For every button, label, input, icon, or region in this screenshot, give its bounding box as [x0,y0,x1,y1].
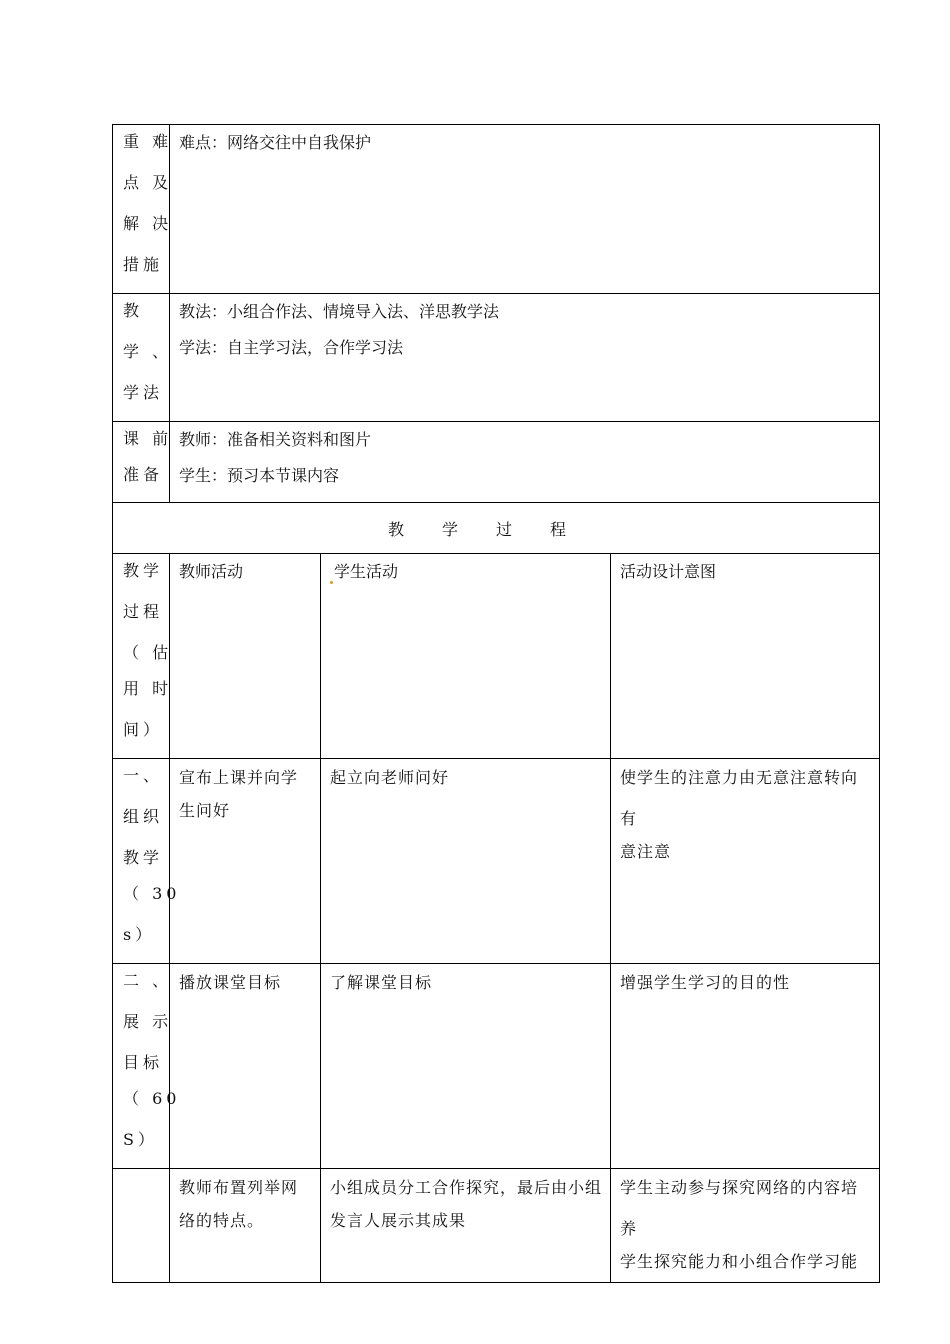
content-line: 教法：小组合作法、情境导入法、洋思教学法 [179,302,500,321]
row-label-line: 解 决 [123,214,173,233]
prep-label-cell [113,422,173,503]
row-label-line: 点 及 [123,173,173,192]
marker-dot [330,581,333,584]
cell-line: 学生探究能力和小组合作学习能 [620,1252,859,1271]
row-label-line: 展 示 [123,1012,173,1031]
process-title-row [113,503,880,554]
row-label-line: s） [123,925,156,944]
difficulty-content-cell [170,125,880,294]
student-activity-header [321,554,611,759]
cell-line: 播放课堂目标 [179,973,282,992]
row-label-line: （ 估 [123,643,173,662]
content-line: 教师：准备相关资料和图片 [179,430,372,449]
row-label-line: （ 30 [123,884,181,903]
design-intent-cell [611,759,880,964]
methods-row [113,294,880,422]
methods-content-cell [170,294,880,422]
student-activity-cell [321,964,611,1169]
process-header-label-cell [113,554,173,759]
row-label-line: 二 、 [123,971,173,990]
cell-line: 增强学生学习的目的性 [620,973,791,992]
step-label-cell [113,964,181,1169]
teacher-activity-cell [170,1169,321,1283]
prep-row [113,422,880,503]
cell-line: 宣布上课并向学 [179,768,299,787]
row-label-line: 教学 [123,848,164,867]
process-title-cell [113,503,880,554]
row-label-line: 间） [123,720,164,739]
cell-line: 起立向老师问好 [330,768,450,787]
row-label-line: 一、 [123,766,164,785]
difficulty-row [113,125,880,294]
student-activity-cell [321,1169,611,1283]
cell-line: 使学生的注意力由无意注意转向有 [620,768,859,828]
row-label-line: 学 、 [123,342,173,361]
teacher-activity-cell [170,964,321,1169]
teacher-activity-cell [170,759,321,964]
content-line: 难点：网络交往中自我保护 [179,133,372,152]
teacher-activity-header [170,554,321,759]
content-line: 学法：自主学习法，合作学习法 [179,338,404,357]
step-row-show-goals [113,964,880,1169]
design-intent-cell [611,964,880,1169]
row-label-line: 目标 [123,1053,164,1072]
step-row-explore [113,1169,880,1283]
row-label-line: 过程 [123,602,164,621]
row-label-line: 教 [123,301,144,320]
process-title: 教学过程 [388,519,605,539]
row-label-line: 用 时 [123,679,173,698]
student-activity-cell [321,759,611,964]
row-label-line: 教学 [123,561,164,580]
column-header: 活动设计意图 [620,562,717,581]
step-row-organize [113,759,880,964]
row-label-line: 学法 [123,383,164,402]
row-label-line: （ 60 [123,1089,181,1108]
column-header: 学生活动 [334,562,399,581]
row-label-line: 组织 [123,807,164,826]
lesson-plan-table [112,124,880,1283]
design-intent-header [611,554,880,759]
cell-line: 发言人展示其成果 [330,1211,467,1230]
cell-line: 络的特点。 [179,1211,265,1230]
column-header: 教师活动 [179,562,244,581]
cell-line: 生问好 [179,801,231,820]
process-header-row [113,554,880,759]
cell-line: 教师布置列举网 [179,1178,299,1197]
cell-line: 小组成员分工合作探究，最后由小组 [330,1178,603,1197]
design-intent-cell [611,1169,880,1283]
cell-line: 学生主动参与探究网络的内容培养 [620,1178,859,1238]
methods-label-cell [113,294,173,422]
difficulty-label-cell [113,125,173,294]
row-label-line: 准备 [123,465,164,484]
row-label-line: 课 前 [123,429,173,448]
step-label-cell [113,759,181,964]
row-label-line: S） [123,1130,158,1149]
cell-line: 意注意 [620,842,672,861]
prep-content-cell [170,422,880,503]
row-label-line: 重 难 [123,132,173,151]
row-label-line: 措施 [123,255,164,274]
step-label-cell [113,1169,170,1283]
cell-line: 了解课堂目标 [330,973,433,992]
content-line: 学生：预习本节课内容 [179,466,340,485]
